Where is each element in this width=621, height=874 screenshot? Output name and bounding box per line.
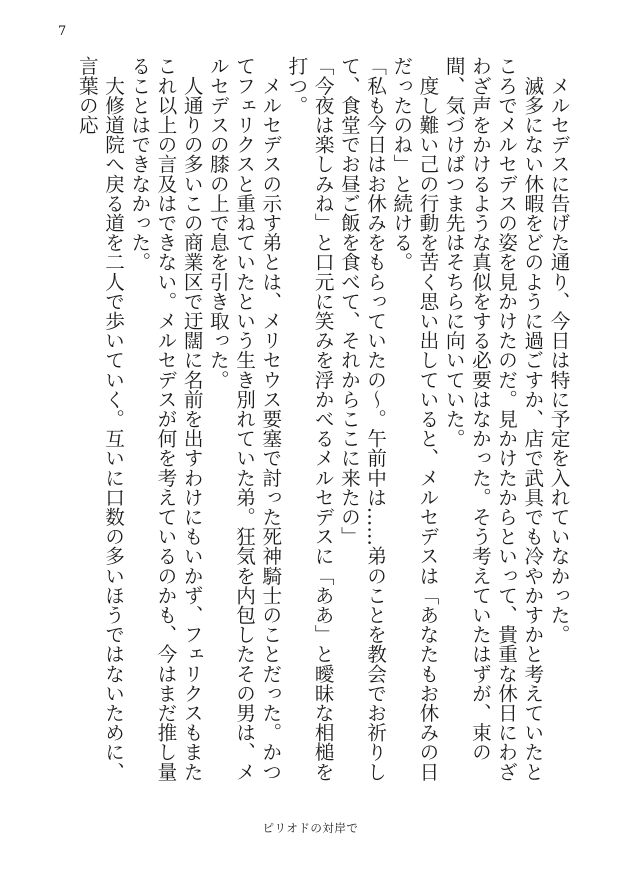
footer-title: ピリオドの対岸で	[262, 821, 359, 835]
body-text	[61, 56, 571, 800]
paragraph: メルセデスに告げた通り、今日は特に予定を入れていなかった。	[547, 56, 570, 644]
paragraph: 人通りの多いこの商業区で迂闊に名前を出すわけにもいかず、フェリクスもまたこれ以上の言及はできない。メルセデスが何を考えているのかも、今はまだ推し量ることはできなかった。	[127, 56, 204, 782]
paragraph: 度し難い己の行動を苦く思い出していると、メルセデスは「あなたもお休みの日だったのね」と続ける。	[389, 56, 439, 782]
page-number: 7	[58, 24, 67, 39]
paragraph: 「今夜は楽しみね」と口元に笑みを浮かべるメルセデスに「ああ」と曖昧な相槌を打つ。	[284, 56, 335, 782]
paragraph: 「私も今日はお休みをもらっていたの～。午前中は……弟のことを教会でお祈りして、食堂でお昼ご飯を食べて、それからここに来たの」	[337, 56, 387, 782]
paragraph: メルセデスの示す弟とは、メリセウス要塞で討った死神騎士のことだった。かつてフェリクスと重ねていたという生き別れていた弟。狂気を内包したその男は、メルセデスの膝の上で息を引き取った。	[206, 56, 282, 782]
paragraph: 滅多にない休暇をどのように過ごすか、店で武具でも冷やかすかと考えていたところでメルセデスの姿を見かけたのだ。見かけたからといって、貴重な休日にわざわざ声をかけるような真似をする必要はなかった。そう考えていたはずが、束の間、気づけばつま先はそちらに向いていた。	[442, 56, 544, 782]
paragraph: 大修道院へ戻る道を二人で歩いていく。互いに口数の多いほうではないために、言葉の応	[75, 56, 125, 782]
